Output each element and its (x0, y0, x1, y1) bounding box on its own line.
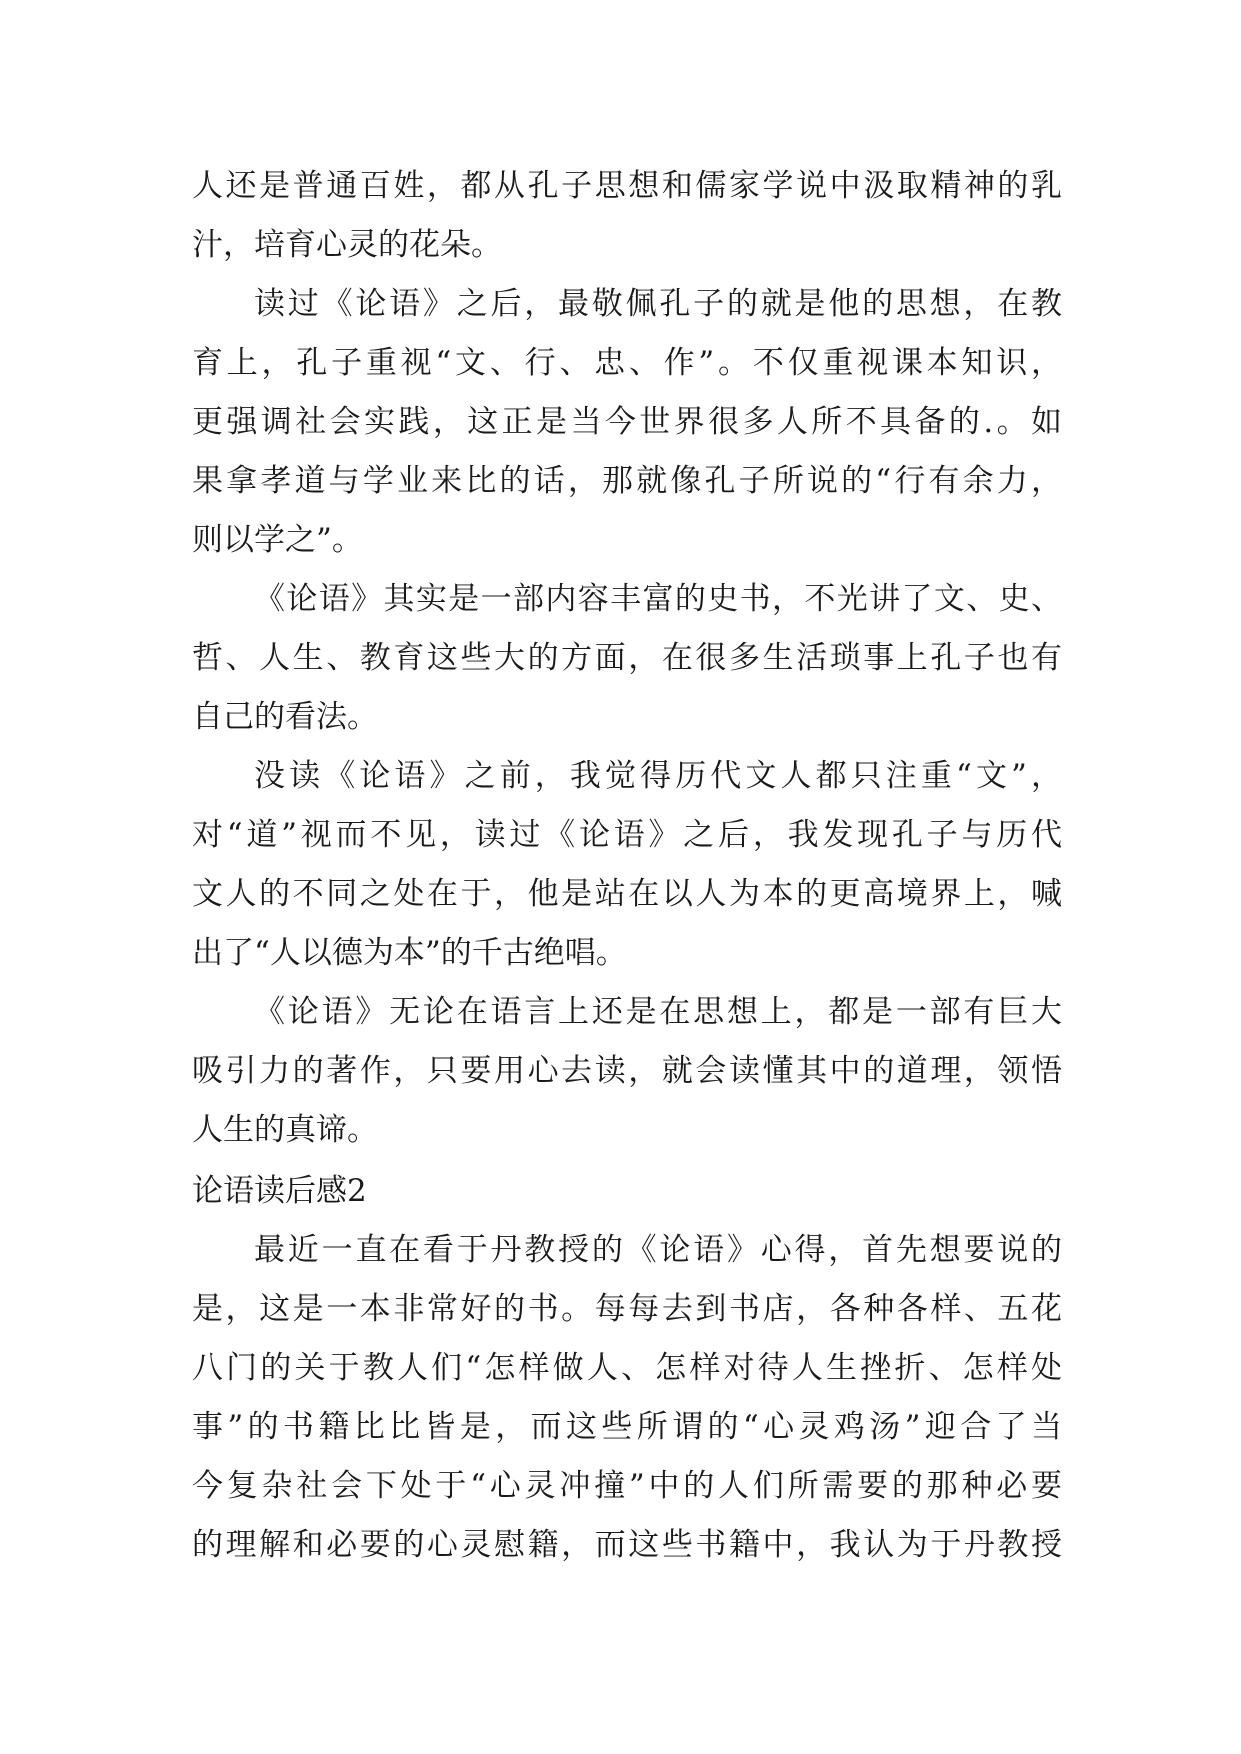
text-line: 汁，培育心灵的花朵。 (192, 227, 502, 263)
text-line: 更强调社会实践，这正是当今世界很多人所不具备的.。如 (192, 404, 1062, 440)
text-line: 则以学之”。 (192, 522, 363, 558)
text-line: 文人的不同之处在于，他是站在以人为本的更高境界上，喊 (192, 876, 1062, 912)
text-line: 《论语》无论在语言上还是在思想上，都是一部有巨大 (254, 994, 1062, 1030)
text-line: 吸引力的著作，只要用心去读，就会读懂其中的道理，领悟 (192, 1053, 1062, 1089)
text-line: 没读《论语》之前，我觉得历代文人都只注重“文”， (254, 758, 1062, 794)
document-body (192, 157, 1062, 1575)
text-line: 自己的看法。 (192, 699, 378, 735)
text-line: 最近一直在看于丹教授的《论语》心得，首先想要说的 (254, 1232, 1062, 1268)
text-line: 育上，孔子重视“文、行、忠、作”。不仅重视课本知识， (192, 345, 1062, 381)
text-line: 《论语》其实是一部内容丰富的史书，不光讲了文、史、 (254, 581, 1062, 617)
text-line: 读过《论语》之后，最敬佩孔子的就是他的思想，在教 (254, 286, 1062, 322)
text-line: 人还是普通百姓，都从孔子思想和儒家学说中汲取精神的乳 (192, 168, 1062, 204)
text-line: 是，这是一本非常好的书。每每去到书店，各种各样、五花 (192, 1291, 1062, 1327)
text-line: 八门的关于教人们“怎样做人、怎样对待人生挫折、怎样处 (192, 1350, 1062, 1386)
text-line: 果拿孝道与学业来比的话，那就像孔子所说的“行有余力， (192, 463, 1062, 499)
text-line: 出了“人以德为本”的千古绝唱。 (192, 935, 627, 971)
text-line: 的理解和必要的心灵慰籍，而这些书籍中，我认为于丹教授 (192, 1527, 1062, 1563)
text-line: 对“道”视而不见，读过《论语》之后，我发现孔子与历代 (192, 817, 1062, 853)
text-line: 哲、人生、教育这些大的方面，在很多生活琐事上孔子也有 (192, 640, 1062, 676)
text-line: 事”的书籍比比皆是，而这些所谓的“心灵鸡汤”迎合了当 (192, 1409, 1062, 1445)
text-line: 人生的真谛。 (192, 1112, 378, 1148)
section-heading: 论语读后感2 (192, 1173, 367, 1209)
text-line: 今复杂社会下处于“心灵冲撞”中的人们所需要的那种必要 (192, 1468, 1062, 1504)
